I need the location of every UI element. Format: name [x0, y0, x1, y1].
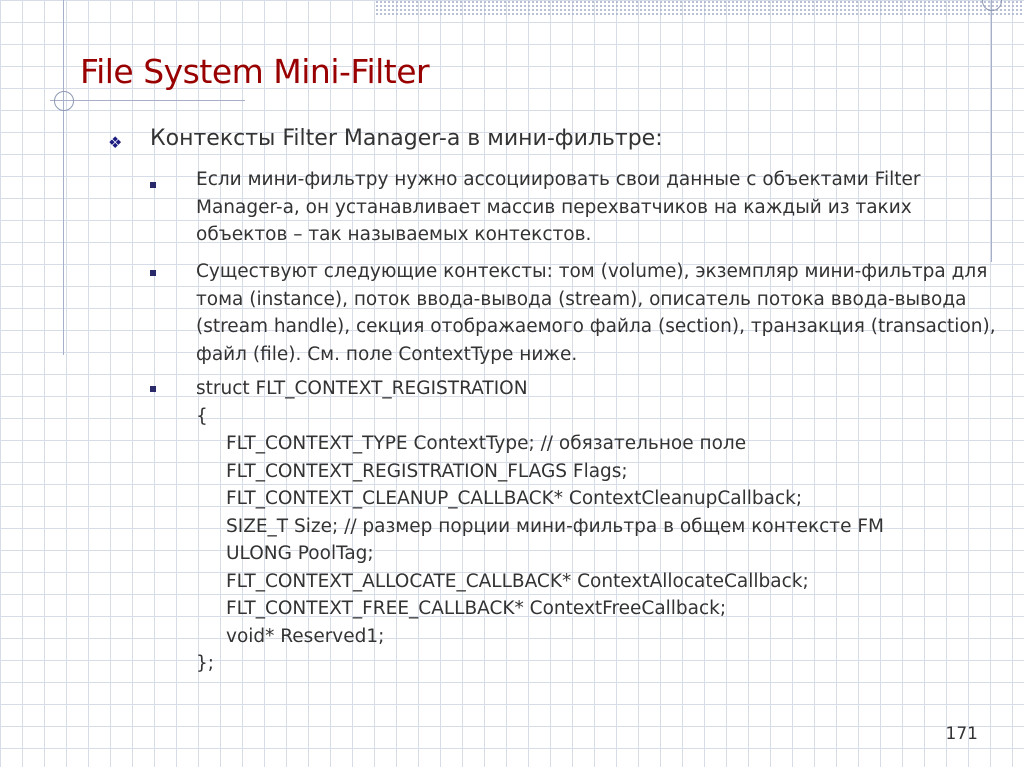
code-field: SIZE_T Size; // размер порции мини-фильтра в общем контексте FM [226, 515, 884, 537]
code-struct-header: struct FLT_CONTEXT_REGISTRATION [196, 378, 528, 399]
code-field: FLT_CONTEXT_ALLOCATE_CALLBACK* ContextAllocateCallback; [226, 570, 809, 592]
left-guide-line [63, 0, 64, 355]
title-circle-ornament [54, 91, 74, 111]
code-field: FLT_CONTEXT_FREE_CALLBACK* ContextFreeCallback; [226, 598, 727, 619]
diamond-bullet-icon: ❖ [108, 133, 123, 152]
corner-dot-pattern [375, 0, 1024, 16]
page-number: 171 [945, 724, 978, 744]
code-field: void* Reserved1; [226, 625, 385, 647]
code-field: FLT_CONTEXT_CLEANUP_CALLBACK* ContextCleanupCallback; [226, 488, 803, 509]
main-point: Контексты Filter Manager-а в мини-фильтре: [150, 126, 663, 151]
code-block [196, 375, 996, 678]
bullet-contexts-intro: Если мини-фильтру нужно ассоциировать свои данные с объектами Filter Manager-а, он устанавливает массив перехватчиков на каждый из таких объектов – так называемых контекстов. [196, 169, 921, 245]
square-bullet-icon [150, 270, 156, 276]
code-open-brace: { [196, 405, 208, 427]
code-close-brace: }; [196, 653, 215, 674]
code-field: FLT_CONTEXT_REGISTRATION_FLAGS Flags; [226, 460, 628, 482]
square-bullet-icon [150, 386, 156, 392]
slide-title: File System Mini-Filter [80, 52, 430, 91]
bullet-context-types: Существуют следующие контексты: том (volume), экземпляр мини-фильтра для тома (instance), поток ввода-вывода (stream), описатель потока ввода-вывода (stream handle), секция отображаемого файла (section), транзакция (transaction), файл (file). См. поле ContextType ниже. [196, 261, 996, 365]
code-field: ULONG PoolTag; [226, 543, 374, 564]
code-field: FLT_CONTEXT_TYPE ContextType; // обязательное поле [226, 433, 747, 454]
square-bullet-icon [150, 182, 156, 188]
title-underline [50, 100, 245, 101]
